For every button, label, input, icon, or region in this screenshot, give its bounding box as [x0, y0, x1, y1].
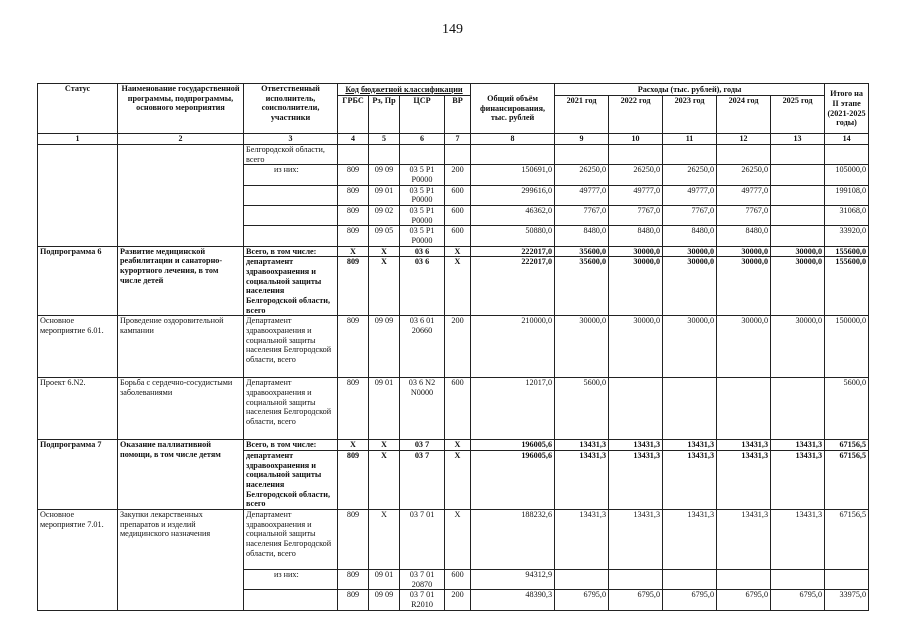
year-cell: 13431,3: [609, 451, 663, 510]
year-cell: [663, 378, 717, 440]
year-cell: [717, 378, 771, 440]
budget-table: [37, 83, 869, 611]
rz-cell: 09 01: [369, 570, 400, 590]
column-index: 3: [244, 134, 338, 145]
rz-cell: 09 09: [369, 316, 400, 378]
year-cell: 13431,3: [717, 440, 771, 451]
header-year-2023: 2023 год: [663, 96, 717, 134]
status-cell: Проект 6.N2.: [38, 378, 118, 440]
total-cell: 222017,0: [471, 257, 555, 316]
rz-cell: 09 01: [369, 185, 400, 205]
year-cell: [771, 226, 825, 246]
year-cell: 30000,0: [717, 316, 771, 378]
csr-cell: 03 6 N2 N0000: [400, 378, 445, 440]
status-cell: Основное мероприятие 7.01.: [38, 510, 118, 611]
csr-cell: 03 5 Р1 Р0000: [400, 165, 445, 185]
year-cell: [663, 570, 717, 590]
csr-cell: 03 7: [400, 451, 445, 510]
year-cell: 30000,0: [771, 316, 825, 378]
total-cell: 222017,0: [471, 246, 555, 257]
year-cell: 8480,0: [717, 226, 771, 246]
header-name: Наименование государственной программы, подпрограммы, основного мероприятия: [118, 84, 244, 134]
grbs-cell: 809: [338, 316, 369, 378]
page-number: 149: [442, 22, 463, 37]
csr-cell: 03 6: [400, 246, 445, 257]
year-cell: [609, 570, 663, 590]
year-cell: 13431,3: [663, 510, 717, 570]
year-cell: 13431,3: [663, 451, 717, 510]
stage-total-cell: 155600,0: [825, 246, 869, 257]
year-cell: 13431,3: [555, 451, 609, 510]
year-cell: 13431,3: [717, 451, 771, 510]
year-cell: 13431,3: [771, 510, 825, 570]
responsible-cell: Всего, в том числе:: [244, 246, 338, 257]
year-cell: 30000,0: [771, 257, 825, 316]
year-cell: 30000,0: [717, 257, 771, 316]
total-cell: 299616,0: [471, 185, 555, 205]
responsible-cell: [244, 226, 338, 246]
total-cell: 48390,3: [471, 590, 555, 610]
table-row: [38, 440, 869, 451]
vr-cell: 200: [445, 165, 471, 185]
grbs-cell: 809: [338, 257, 369, 316]
year-cell: 35600,0: [555, 246, 609, 257]
vr-cell: X: [445, 257, 471, 316]
total-cell: 196005,6: [471, 440, 555, 451]
responsible-cell: Департамент здравоохранения и социальной защиты населения Белгородской области, всего: [244, 378, 338, 440]
responsible-cell: Департамент здравоохранения и социальной защиты населения Белгородской области, всего: [244, 510, 338, 570]
header-responsible: Ответственный исполнитель, соисполнители, участники: [244, 84, 338, 134]
status-cell: Подпрограмма 6: [38, 246, 118, 316]
column-index: 1: [38, 134, 118, 145]
vr-cell: 600: [445, 185, 471, 205]
column-index: 2: [118, 134, 244, 145]
table-row: [38, 316, 869, 378]
total-cell: 46362,0: [471, 206, 555, 226]
year-cell: 26250,0: [555, 165, 609, 185]
vr-cell: 600: [445, 206, 471, 226]
vr-cell: 200: [445, 316, 471, 378]
name-cell: Закупки лекарственных препаратов и изделий медицинского назначения: [118, 510, 244, 611]
column-index: 8: [471, 134, 555, 145]
year-cell: 7767,0: [717, 206, 771, 226]
column-index: 10: [609, 134, 663, 145]
year-cell: 7767,0: [609, 206, 663, 226]
year-cell: 13431,3: [609, 440, 663, 451]
stage-total-cell: 67156,5: [825, 440, 869, 451]
stage-total-cell: 105000,0: [825, 165, 869, 185]
year-cell: 30000,0: [609, 316, 663, 378]
grbs-cell: 809: [338, 570, 369, 590]
vr-cell: 600: [445, 378, 471, 440]
year-cell: 8480,0: [663, 226, 717, 246]
grbs-cell: 809: [338, 590, 369, 610]
year-cell: 30000,0: [555, 316, 609, 378]
grbs-cell: X: [338, 440, 369, 451]
year-cell: 13431,3: [609, 510, 663, 570]
name-cell: Проведение оздоровительной кампании: [118, 316, 244, 378]
table-header: [38, 84, 869, 145]
stage-total-cell: [825, 570, 869, 590]
vr-cell: X: [445, 451, 471, 510]
column-index-row: [38, 134, 869, 145]
year-cell: 6795,0: [771, 590, 825, 610]
column-index: 6: [400, 134, 445, 145]
column-index: 11: [663, 134, 717, 145]
grbs-cell: 809: [338, 510, 369, 570]
header-rz: Рз, Пр: [369, 96, 400, 134]
vr-cell: 600: [445, 226, 471, 246]
year-cell: [609, 378, 663, 440]
grbs-cell: 809: [338, 206, 369, 226]
status-cell: Основное мероприятие 6.01.: [38, 316, 118, 378]
rz-cell: X: [369, 440, 400, 451]
stage-total-cell: 31068,0: [825, 206, 869, 226]
header-total: Общий объём финансирования, тыс. рублей: [471, 84, 555, 134]
year-cell: 13431,3: [555, 440, 609, 451]
rz-cell: 09 01: [369, 378, 400, 440]
vr-cell: X: [445, 510, 471, 570]
year-cell: 30000,0: [717, 246, 771, 257]
total-cell: 12017,0: [471, 378, 555, 440]
csr-cell: 03 7 01 20870: [400, 570, 445, 590]
year-cell: 30000,0: [771, 246, 825, 257]
responsible-cell: Всего, в том числе:: [244, 440, 338, 451]
year-cell: [771, 570, 825, 590]
year-cell: 49777,0: [663, 185, 717, 205]
total-cell: 50880,0: [471, 226, 555, 246]
rz-cell: X: [369, 246, 400, 257]
year-cell: 26250,0: [717, 165, 771, 185]
stage-total-cell: 150000,0: [825, 316, 869, 378]
year-cell: 35600,0: [555, 257, 609, 316]
year-cell: 30000,0: [663, 246, 717, 257]
header-budget-code: Код бюджетной классификации: [338, 84, 471, 96]
responsible-cell: из них:: [244, 570, 338, 590]
header-year-2022: 2022 год: [609, 96, 663, 134]
header-vr: ВР: [445, 96, 471, 134]
stage-total-cell: 199108,0: [825, 185, 869, 205]
csr-cell: 03 7 01 R2010: [400, 590, 445, 610]
total-cell: 210000,0: [471, 316, 555, 378]
name-cell: Развитие медицинской реабилитации и санаторно-курортного лечения, в том числе детей: [118, 246, 244, 316]
status-cell: [38, 145, 118, 247]
responsible-cell: [244, 206, 338, 226]
total-cell: 94312,9: [471, 570, 555, 590]
header-stage-total: Итого на II этапе (2021-2025 годы): [825, 84, 869, 134]
stage-total-cell: 67156,5: [825, 451, 869, 510]
csr-cell: 03 6: [400, 257, 445, 316]
responsible-cell: департамент здравоохранения и социальной защиты населения Белгородской области, всего: [244, 257, 338, 316]
grbs-cell: 809: [338, 226, 369, 246]
year-cell: [771, 206, 825, 226]
stage-total-cell: 155600,0: [825, 257, 869, 316]
header-grbs: ГРБС: [338, 96, 369, 134]
column-index: 9: [555, 134, 609, 145]
rz-cell: X: [369, 257, 400, 316]
rz-cell: 09 05: [369, 226, 400, 246]
responsible-cell: департамент здравоохранения и социальной защиты населения Белгородской области, всего: [244, 451, 338, 510]
year-cell: 8480,0: [609, 226, 663, 246]
grbs-cell: 809: [338, 378, 369, 440]
year-cell: 5600,0: [555, 378, 609, 440]
responsible-cell: [244, 590, 338, 610]
year-cell: [717, 570, 771, 590]
year-cell: 26250,0: [609, 165, 663, 185]
total-cell: 196005,6: [471, 451, 555, 510]
vr-cell: 200: [445, 590, 471, 610]
stage-total-cell: 33920,0: [825, 226, 869, 246]
year-cell: 7767,0: [663, 206, 717, 226]
year-cell: 30000,0: [663, 316, 717, 378]
column-index: 5: [369, 134, 400, 145]
year-cell: 49777,0: [555, 185, 609, 205]
table-row: [38, 378, 869, 440]
year-cell: [555, 570, 609, 590]
grbs-cell: 809: [338, 165, 369, 185]
grbs-cell: X: [338, 246, 369, 257]
year-cell: 13431,3: [771, 440, 825, 451]
year-cell: 6795,0: [663, 590, 717, 610]
year-cell: 49777,0: [717, 185, 771, 205]
csr-cell: 03 5 Р1 Р0000: [400, 185, 445, 205]
total-cell: 188232,6: [471, 510, 555, 570]
table-body: [38, 145, 869, 611]
column-index: 13: [771, 134, 825, 145]
year-cell: 26250,0: [663, 165, 717, 185]
year-cell: 13431,3: [663, 440, 717, 451]
name-cell: [118, 145, 244, 247]
csr-cell: 03 7 01: [400, 510, 445, 570]
year-cell: [771, 165, 825, 185]
year-cell: 8480,0: [555, 226, 609, 246]
column-index: 4: [338, 134, 369, 145]
stage-total-cell: 67156,5: [825, 510, 869, 570]
responsible-cell: из них:: [244, 165, 338, 185]
header-year-2025: 2025 год: [771, 96, 825, 134]
header-year-2024: 2024 год: [717, 96, 771, 134]
rz-cell: 09 02: [369, 206, 400, 226]
year-cell: 30000,0: [609, 257, 663, 316]
year-cell: 30000,0: [663, 257, 717, 316]
rz-cell: X: [369, 451, 400, 510]
year-cell: 30000,0: [609, 246, 663, 257]
rz-cell: 09 09: [369, 590, 400, 610]
header-year-2021: 2021 год: [555, 96, 609, 134]
header-status: Статус: [38, 84, 118, 134]
vr-cell: X: [445, 246, 471, 257]
table-row: [38, 145, 869, 165]
csr-cell: 03 5 Р1 Р0000: [400, 226, 445, 246]
responsible-cell: Белгородской области, всего: [244, 145, 338, 165]
header-csr: ЦСР: [400, 96, 445, 134]
table-row: [38, 510, 869, 570]
budget-table-wrapper: [37, 83, 867, 611]
vr-cell: X: [445, 440, 471, 451]
year-cell: 13431,3: [771, 451, 825, 510]
rz-cell: X: [369, 510, 400, 570]
responsible-cell: Департамент здравоохранения и социальной защиты населения Белгородской области, всего: [244, 316, 338, 378]
vr-cell: 600: [445, 570, 471, 590]
stage-total-cell: 33975,0: [825, 590, 869, 610]
grbs-cell: 809: [338, 185, 369, 205]
year-cell: [771, 185, 825, 205]
name-cell: Оказание паллиативной помощи, в том числе детям: [118, 440, 244, 510]
rz-cell: 09 09: [369, 165, 400, 185]
csr-cell: 03 5 Р1 Р0000: [400, 206, 445, 226]
year-cell: 49777,0: [609, 185, 663, 205]
column-index: 12: [717, 134, 771, 145]
table-row: [38, 246, 869, 257]
responsible-cell: [244, 185, 338, 205]
grbs-cell: 809: [338, 451, 369, 510]
status-cell: Подпрограмма 7: [38, 440, 118, 510]
header-expenses: Расходы (тыс. рублей), годы: [555, 84, 825, 96]
csr-cell: 03 7: [400, 440, 445, 451]
year-cell: 7767,0: [555, 206, 609, 226]
total-cell: 150691,0: [471, 165, 555, 185]
stage-total-cell: 5600,0: [825, 378, 869, 440]
column-index: 7: [445, 134, 471, 145]
year-cell: 13431,3: [717, 510, 771, 570]
column-index: 14: [825, 134, 869, 145]
year-cell: 6795,0: [717, 590, 771, 610]
year-cell: [771, 378, 825, 440]
year-cell: 6795,0: [609, 590, 663, 610]
year-cell: 13431,3: [555, 510, 609, 570]
year-cell: 6795,0: [555, 590, 609, 610]
csr-cell: 03 6 01 20660: [400, 316, 445, 378]
name-cell: Борьба с сердечно-сосудистыми заболеваниями: [118, 378, 244, 440]
